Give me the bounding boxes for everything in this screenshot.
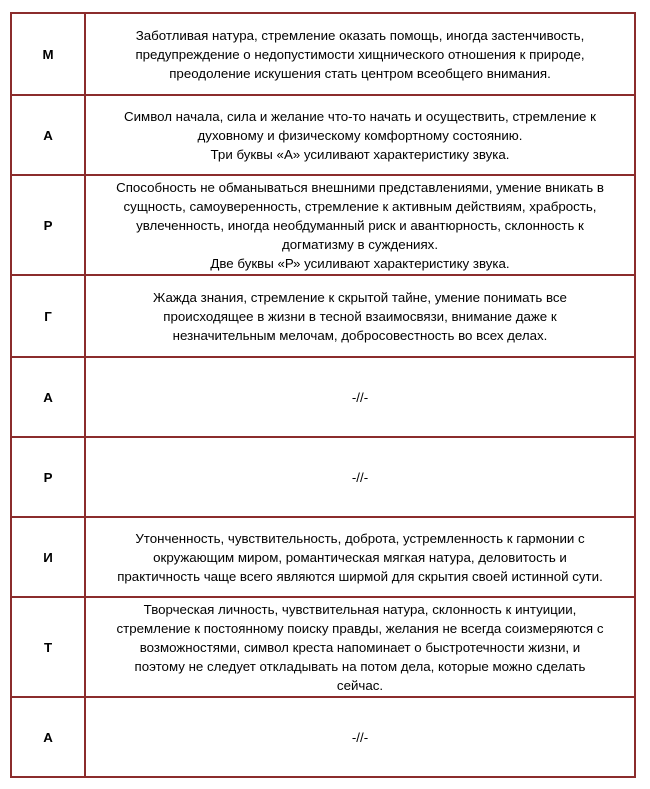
description-line: Способность не обманываться внешними представлениями, умение вникать в <box>116 179 604 195</box>
description-line: преодоление искушения стать центром всеобщего внимания. <box>169 65 551 81</box>
letter-cell: А <box>11 697 85 777</box>
description-cell <box>85 175 635 275</box>
table-row <box>11 95 635 175</box>
description-line: предупреждение о недопустимости хищнического отношения к природе, <box>135 46 585 62</box>
table-row <box>11 697 635 777</box>
description-cell <box>85 275 635 357</box>
description-cell <box>85 437 635 517</box>
letter-cell: А <box>11 95 85 175</box>
description-line: незначительным мелочам, добросовестность во всех делах. <box>172 327 548 343</box>
description-line: увлеченность, иногда необдуманный риск и авантюрность, склонность к <box>136 217 584 233</box>
description-cell <box>85 357 635 437</box>
description-line: сейчас. <box>336 677 384 693</box>
description-line: Три буквы «А» усиливают характеристику звука. <box>210 146 510 162</box>
description-cell <box>85 697 635 777</box>
table-row <box>11 597 635 697</box>
description-line: -//- <box>351 729 369 745</box>
description-line: окружающим миром, романтическая мягкая натура, деловитость и <box>153 549 567 565</box>
letter-cell: М <box>11 13 85 95</box>
letter-meaning-table <box>10 12 636 778</box>
description-line: догматизму в суждениях. <box>281 236 439 252</box>
description-cell <box>85 517 635 597</box>
description-line: Творческая личность, чувствительная натура, склонность к интуиции, <box>143 601 577 617</box>
description-cell <box>85 13 635 95</box>
description-cell <box>85 597 635 697</box>
description-line: -//- <box>351 469 369 485</box>
table-row <box>11 357 635 437</box>
letter-cell: Т <box>11 597 85 697</box>
description-line: Утонченность, чувствительность, доброта, устремленность к гармонии с <box>135 530 585 546</box>
letter-cell: Г <box>11 275 85 357</box>
description-line: Две буквы «Р» усиливают характеристику звука. <box>210 255 510 271</box>
letter-cell: А <box>11 357 85 437</box>
table-row <box>11 517 635 597</box>
letter-cell: Р <box>11 175 85 275</box>
letter-cell: Р <box>11 437 85 517</box>
description-line: духовному и физическому комфортному состоянию. <box>197 127 523 143</box>
description-cell <box>85 95 635 175</box>
description-line: поэтому не следует откладывать на потом дела, которые можно сделать <box>134 658 586 674</box>
description-line: Символ начала, сила и желание что-то начать и осуществить, стремление к <box>124 108 596 124</box>
table-row <box>11 13 635 95</box>
table-body <box>11 13 635 777</box>
description-line: -//- <box>351 389 369 405</box>
description-line: происходящее в жизни в тесной взаимосвязи, внимание даже к <box>163 308 557 324</box>
description-line: стремление к постоянному поиску правды, желания не всегда соизмеряются с <box>116 620 604 636</box>
description-line: практичность чаще всего являются ширмой для скрытия своей истинной сути. <box>117 568 603 584</box>
letter-cell: И <box>11 517 85 597</box>
description-line: сущность, самоуверенность, стремление к активным действиям, храбрость, <box>123 198 597 214</box>
table-row <box>11 175 635 275</box>
description-line: возможностями, символ креста напоминает о быстротечности жизни, и <box>139 639 581 655</box>
description-line: Заботливая натура, стремление оказать помощь, иногда застенчивость, <box>135 27 585 43</box>
table-row <box>11 275 635 357</box>
description-line: Жажда знания, стремление к скрытой тайне, умение понимать все <box>153 289 567 305</box>
table-row <box>11 437 635 517</box>
